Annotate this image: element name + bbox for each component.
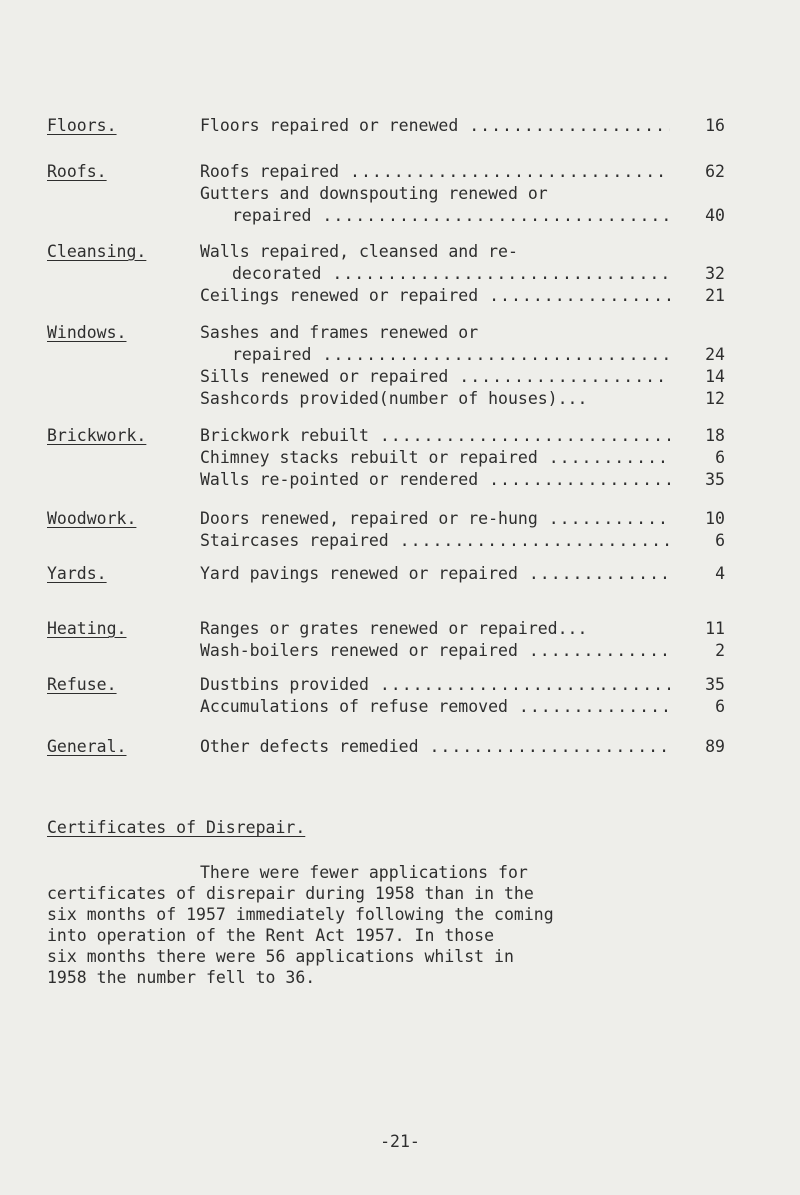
paragraph-line: 1958 the number fell to 36.: [47, 968, 316, 987]
table-row: [200, 206, 725, 230]
table-row: [200, 564, 725, 588]
row-text: Doors renewed, repaired or re-hung .....: [200, 509, 670, 528]
page-number: -21-: [380, 1132, 420, 1151]
category-label: Brickwork.: [47, 426, 147, 445]
section-heading: Certificates of Disrepair.: [47, 818, 306, 837]
row-value: 62: [705, 162, 725, 181]
row-text: Gutters and downspouting renewed or: [200, 184, 548, 203]
table-row: [200, 509, 725, 533]
category-label: Refuse.: [47, 675, 117, 694]
table-row: [200, 367, 725, 391]
row-text: Walls repaired, cleansed and re-: [200, 242, 518, 261]
table-row: [200, 531, 725, 555]
row-text: repaired .....: [232, 206, 670, 225]
row-text: Other defects remedied .....: [200, 737, 670, 756]
row-text: repaired .....: [232, 345, 670, 364]
paragraph-line: six months of 1957 immediately following the coming: [47, 905, 554, 924]
row-text: Chimney stacks rebuilt or repaired .....: [200, 448, 670, 467]
row-value: 32: [705, 264, 725, 283]
table-row: [200, 448, 725, 472]
table-row: [200, 162, 725, 186]
row-value: 6: [715, 448, 725, 467]
row-value: 10: [705, 509, 725, 528]
row-text: Ranges or grates renewed or repaired...: [200, 619, 588, 638]
body-paragraph: [47, 862, 747, 988]
row-value: 21: [705, 286, 725, 305]
row-value: 2: [715, 641, 725, 660]
table-row: [200, 737, 725, 761]
table-row: [200, 242, 725, 266]
row-value: 6: [715, 531, 725, 550]
table-row: [200, 286, 725, 310]
table-row: [200, 323, 725, 347]
category-label: Yards.: [47, 564, 107, 583]
row-text: Walls re-pointed or rendered .....: [200, 470, 670, 489]
table-row: [200, 264, 725, 288]
row-value: 35: [705, 470, 725, 489]
row-text: Floors repaired or renewed .....: [200, 116, 670, 135]
table-row: [200, 675, 725, 699]
paragraph-line: certificates of disrepair during 1958 than in the: [47, 884, 534, 903]
row-value: 18: [705, 426, 725, 445]
row-value: 40: [705, 206, 725, 225]
category-label: General.: [47, 737, 127, 756]
row-text: Yard pavings renewed or repaired .....: [200, 564, 670, 583]
row-text: Sills renewed or repaired .....: [200, 367, 670, 386]
category-label: Windows.: [47, 323, 127, 342]
paragraph-line: six months there were 56 applications whilst in: [47, 947, 514, 966]
table-row: [200, 426, 725, 450]
row-text: Roofs repaired .....: [200, 162, 670, 181]
table-row: [200, 184, 725, 208]
row-text: Sashes and frames renewed or: [200, 323, 479, 342]
row-value: 24: [705, 345, 725, 364]
row-value: 4: [715, 564, 725, 583]
row-value: 11: [705, 619, 725, 638]
paragraph-line: There were fewer applications for: [200, 863, 528, 882]
category-label: Woodwork.: [47, 509, 137, 528]
category-label: Floors.: [47, 116, 117, 135]
row-text: Accumulations of refuse removed .....: [200, 697, 670, 716]
table-row: [200, 641, 725, 665]
row-text: Brickwork rebuilt .....: [200, 426, 670, 445]
table-row: [200, 389, 725, 413]
table-row: [200, 470, 725, 494]
row-value: 89: [705, 737, 725, 756]
table-row: [200, 697, 725, 721]
row-text: Sashcords provided(number of houses)...: [200, 389, 588, 408]
row-value: 6: [715, 697, 725, 716]
table-row: [200, 116, 725, 140]
row-value: 12: [705, 389, 725, 408]
category-label: Cleansing.: [47, 242, 147, 261]
category-label: Roofs.: [47, 162, 107, 181]
table-row: [200, 619, 725, 643]
row-value: 14: [705, 367, 725, 386]
row-text: Ceilings renewed or repaired .....: [200, 286, 670, 305]
row-text: Dustbins provided .....: [200, 675, 670, 694]
row-value: 35: [705, 675, 725, 694]
category-label: Heating.: [47, 619, 127, 638]
row-text: Staircases repaired .....: [200, 531, 670, 550]
table-row: [200, 345, 725, 369]
row-value: 16: [705, 116, 725, 135]
row-text: decorated .....: [232, 264, 670, 283]
paragraph-line: into operation of the Rent Act 1957. In those: [47, 926, 495, 945]
row-text: Wash-boilers renewed or repaired .....: [200, 641, 670, 660]
